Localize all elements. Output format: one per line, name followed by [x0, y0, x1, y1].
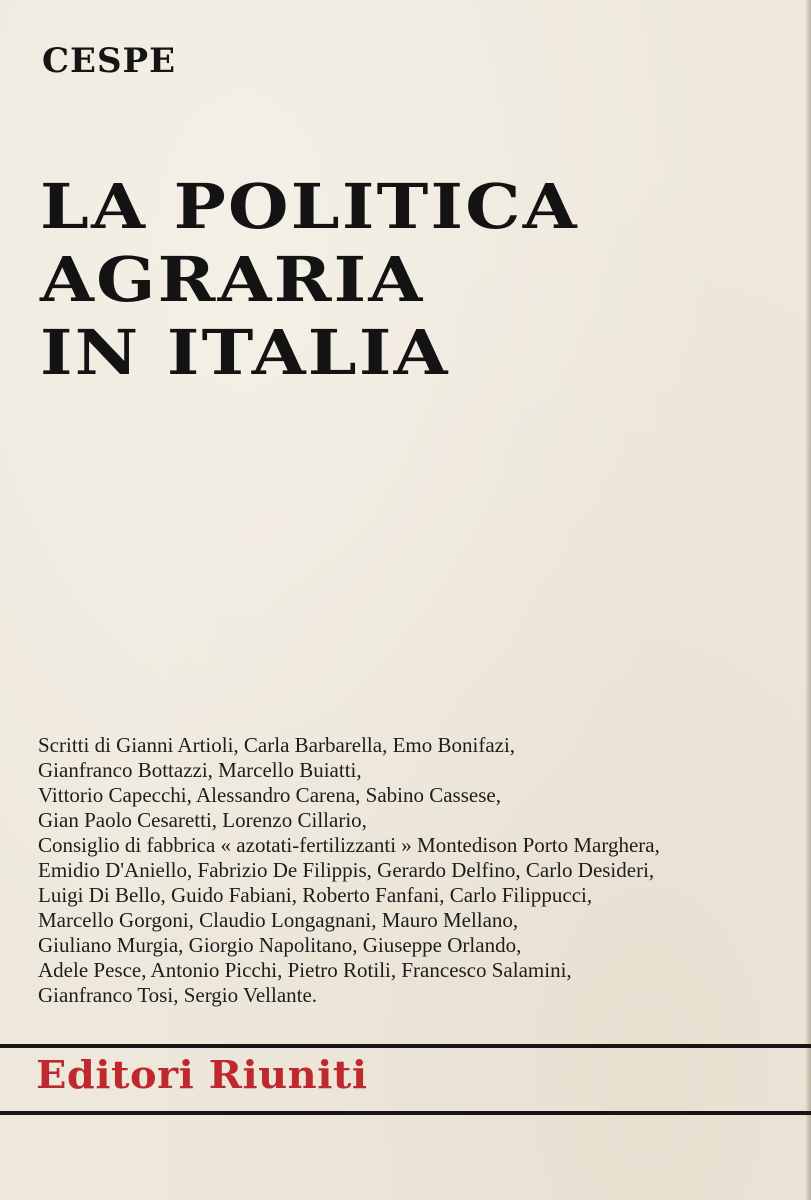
- title-line: IN ITALIA: [40, 316, 450, 389]
- authors-line: Gian Paolo Cesaretti, Lorenzo Cillario,: [38, 808, 367, 832]
- authors-line: Vittorio Capecchi, Alessandro Carena, Sabino Cassese,: [38, 783, 501, 807]
- authors-line: Luigi Di Bello, Guido Fabiani, Roberto Fanfani, Carlo Filippucci,: [38, 883, 593, 907]
- authors-line: Marcello Gorgoni, Claudio Longagnani, Mauro Mellano,: [38, 908, 519, 932]
- series-name: CESPE: [42, 41, 177, 81]
- book-title: [40, 170, 579, 389]
- publisher-rule-bottom: [0, 1111, 811, 1115]
- authors-line: Adele Pesce, Antonio Picchi, Pietro Rotili, Francesco Salamini,: [38, 958, 572, 982]
- publisher-name: Editori Riuniti: [36, 1052, 368, 1097]
- title-line: LA POLITICA: [40, 170, 579, 243]
- authors-line: Emidio D'Aniello, Fabrizio De Filippis, Gerardo Delfino, Carlo Desideri,: [38, 858, 655, 882]
- authors-list: [38, 733, 778, 1008]
- authors-line: Scritti di Gianni Artioli, Carla Barbarella, Emo Bonifazi,: [38, 733, 516, 757]
- authors-line: Gianfranco Bottazzi, Marcello Buiatti,: [38, 758, 362, 782]
- authors-line: Consiglio di fabbrica « azotati-fertilizzanti » Montedison Porto Marghera,: [38, 833, 660, 857]
- publisher-rule-top: [0, 1044, 811, 1048]
- cover-edge-shadow: [805, 0, 811, 1200]
- authors-line: Giuliano Murgia, Giorgio Napolitano, Giuseppe Orlando,: [38, 933, 522, 957]
- authors-line: Gianfranco Tosi, Sergio Vellante.: [38, 983, 318, 1007]
- title-line: AGRARIA: [40, 243, 425, 316]
